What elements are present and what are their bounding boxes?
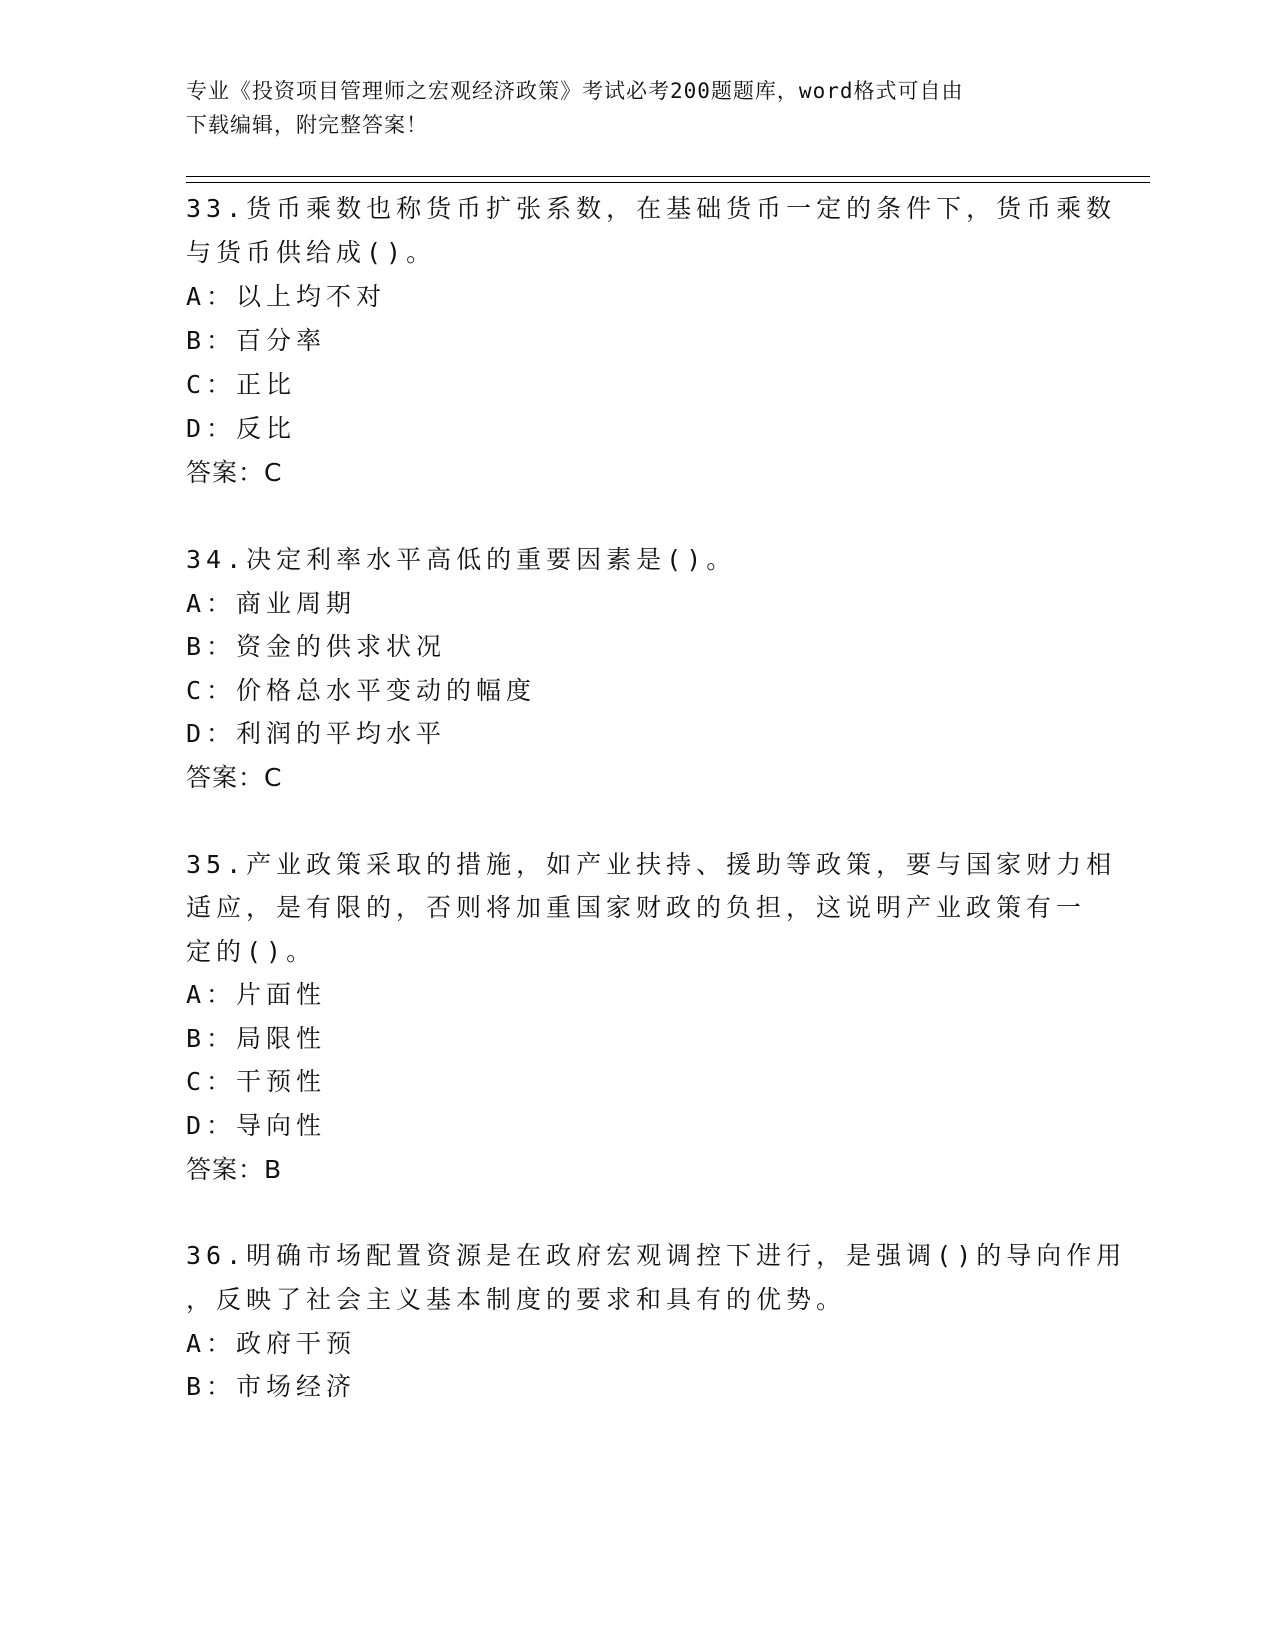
header-divider-top [186,176,1150,177]
header-divider-bottom [186,182,1150,183]
question-35-stem-line-3: 定的()。 [186,937,317,966]
question-36-stem-line-2: ，反映了社会主义基本制度的要求和具有的优势。 [186,1285,847,1314]
header-line-1: 专业《投资项目管理师之宏观经济政策》考试必考200题题库，word格式可自由 [186,79,964,103]
question-35-answer: 答案：B [186,1155,283,1184]
question-33-option-b: B：百分率 [186,326,327,355]
question-34-option-c: C：价格总水平变动的幅度 [186,676,537,705]
question-34-answer: 答案：C [186,763,283,792]
question-34-stem-line-1: 34.决定利率水平高低的重要因素是()。 [186,545,737,574]
document-header [186,74,1066,142]
question-35-option-d: D：导向性 [186,1111,327,1140]
question-35-stem-line-2: 适应，是有限的，否则将加重国家财政的负担，这说明产业政策有一 [186,893,1087,922]
question-33-option-c: C：正比 [186,370,297,399]
question-36-stem-line-1: 36.明确市场配置资源是在政府宏观调控下进行，是强调()的导向作用 [186,1241,1127,1270]
question-34-option-b: B：资金的供求状况 [186,632,447,661]
header-line-2: 下载编辑，附完整答案！ [186,113,428,137]
question-35-stem-line-1: 35.产业政策采取的措施，如产业扶持、援助等政策，要与国家财力相 [186,850,1117,879]
question-33-answer: 答案：C [186,458,283,487]
question-33-option-d: D：反比 [186,414,297,443]
question-34-option-a: A：商业周期 [186,589,357,618]
question-33-stem-line-1: 33.货币乘数也称货币扩张系数，在基础货币一定的条件下，货币乘数 [186,194,1117,223]
question-33-stem-line-2: 与货币供给成()。 [186,238,437,267]
question-35-option-c: C：干预性 [186,1067,327,1096]
question-35-option-a: A：片面性 [186,980,327,1009]
question-33-option-a: A：以上均不对 [186,282,387,311]
question-34-option-d: D：利润的平均水平 [186,719,447,748]
question-35-option-b: B：局限性 [186,1024,327,1053]
question-36-option-b: B：市场经济 [186,1372,357,1401]
question-36-option-a: A：政府干预 [186,1329,357,1358]
